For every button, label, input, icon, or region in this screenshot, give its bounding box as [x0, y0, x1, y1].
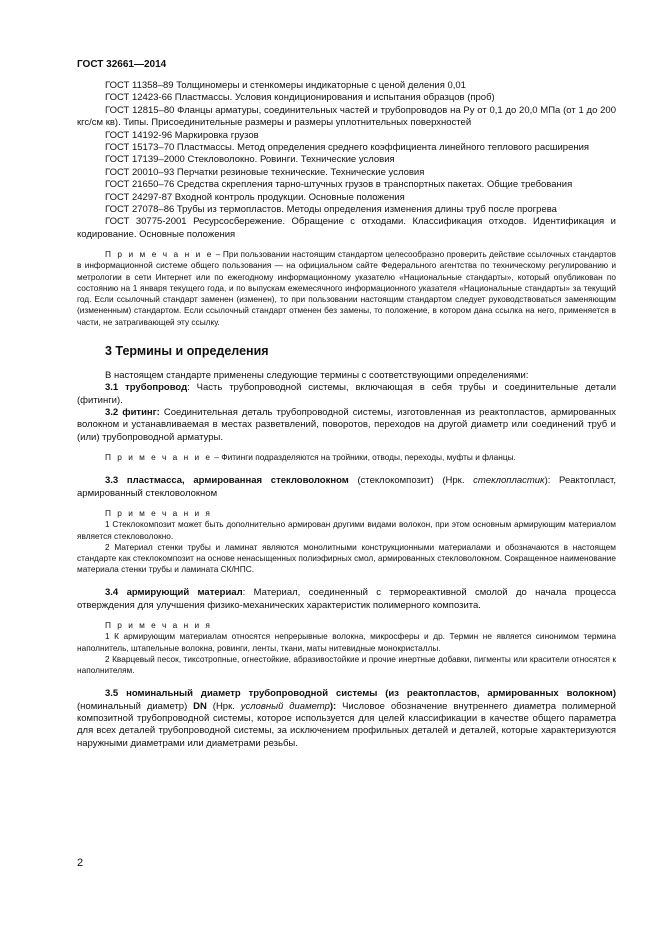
- standard-item: ГОСТ 21650–76 Средства скрепления тарно-штучных грузов в транспортных пакетах. Общие требования: [105, 179, 573, 191]
- notes-label-text: П р и м е ч а н и я: [105, 620, 212, 631]
- document-header: ГОСТ 32661—2014: [77, 59, 167, 70]
- note-item: 1 Стеклокомпозит может быть дополнительно армирован другими видами волокон, при этом основным армирующим материалом является стекловолокно.: [77, 519, 616, 541]
- deprecated-term: условный диаметр: [240, 700, 330, 712]
- notes-label-text: П р и м е ч а н и я: [105, 508, 212, 519]
- deprecated-term: стеклопластик: [473, 475, 545, 487]
- note-item: 2 Материал стенки трубы и ламинат являются монолитными конструкционными материалами и обозначаются в настоящем стандарте как стеклокомпозит на основе ненасыщенных полиэфирных смол, армированных стекловолокном. Сокращенное наименование материала стенки трубы и ламината СК/НПС.: [77, 541, 616, 575]
- term-name: 3.2 фитинг:: [105, 406, 160, 418]
- standard-item: ГОСТ 14192-96 Маркировка грузов: [105, 129, 259, 141]
- term-definition: Соединительная деталь трубопроводной системы, изготовленная из реактопластов, армированных волокном и устанавливаемая в местах разветвлений, поворотов, переходов на другой диаметр или соединений труб и (или) трубопроводной арматуры.: [77, 406, 616, 443]
- standard-item: ГОСТ 12815–80 Фланцы арматуры, соединительных частей и трубопроводов на Py от 0,1 до 20,0 МПа (от 1 до 200 кгс/см кв). Типы. Присоединительные размеры и размеры уплотнительных поверхностей: [77, 104, 616, 129]
- standard-item: ГОСТ 11358–89 Толщиномеры и стенкомеры индикаторные с ценой деления 0,01: [105, 80, 466, 91]
- term-definition: ): Реактопласт, армированный стекловолокном: [77, 475, 616, 499]
- note-text: – При пользовании настоящим стандартом целесообразно проверить действие ссылочных стандартов в информационной системе общего пользования — на официальном сайте Федерального агентства по техническому регулированию и метрологии в сети Интернет или по ежегодному информационному указателю «Национальные стандарты», который опубликован по состоянию на 1 января текущего года, и по выпускам ежемесячного информационного указателя «Национальные стандарты» за текущий год. Если ссылочный стандарт заменен (изменен), то при пользовании настоящим стандартом следует руководствоваться заменяющим (измененным) стандартом. Если ссылочный стандарт отменен без замены, то положение, в котором дана ссылка на него, применяется в части, не затрагивающей эту ссылку.: [77, 249, 617, 327]
- note-label: П р и м е ч а н и е: [105, 452, 213, 463]
- term-definition: Числовое обозначение внутреннего диаметра полимерной композитной трубопроводной системы, которое используется для целей классификации в качестве общего параметра для всех деталей трубопроводной системы, за исключением профильных деталей и деталей, которые характеризуются наружными диаметрами или диаметрами резьбы.: [77, 700, 616, 749]
- term-punct: ):: [329, 700, 337, 712]
- term-definition: : Часть трубопроводной системы, включающая в себя трубы и соединительные детали (фитинги).: [77, 382, 616, 406]
- standard-item: ГОСТ 15173–70 Пластмассы. Метод определения среднего коэффициента линейного теплового расширения: [105, 142, 590, 154]
- term-definition: (стеклокомпозит) (Нрк.: [348, 475, 474, 487]
- standard-item: ГОСТ 27078–86 Трубы из термопластов. Методы определения изменения длины труб после прогрева: [105, 204, 557, 216]
- page-number: 2: [77, 857, 84, 869]
- standard-item: ГОСТ 30775-2001 Ресурсосбережение. Обращение с отходами. Классификация отходов. Идентификация и кодирование. Основные положения: [77, 216, 616, 240]
- notes-label: [77, 620, 616, 631]
- term-name: 3.5 номинальный диаметр трубопроводной системы (из реактопластов, армированных волокном): [105, 688, 616, 700]
- term-3-2: [77, 407, 616, 444]
- term-3-2-note: [77, 452, 616, 463]
- term-name: 3.4 армирующий материал: [105, 587, 243, 599]
- term-name: 3.3 пластмасса, армированная стекловолокном: [105, 475, 349, 487]
- references-note: [77, 249, 616, 327]
- notes-label: [77, 508, 616, 519]
- standard-item: ГОСТ 20010–93 Перчатки резиновые технические. Технические условия: [105, 166, 425, 178]
- term-3-5: [77, 688, 616, 750]
- note-item: 1 К армирующим материалам относятся непрерывные волокна, микросферы и др. Термин не является синонимом термина наполнитель, штапельные волокна, ровинги, ленты, ткани, маты нитевидные монокристаллы.: [77, 631, 616, 653]
- section-intro: В настоящем стандарте применены следующие термины с соответствующими определениями:: [105, 369, 529, 381]
- term-3-1: [77, 382, 616, 407]
- note-item: 2 Кварцевый песок, тиксотропные, огнестойкие, абразивостойкие и прочие инертные добавки, пигменты или красители относятся к наполнителям.: [77, 653, 616, 675]
- term-name: 3.1 трубопровод: [105, 382, 188, 394]
- term-3-3: [77, 475, 616, 500]
- note-text: – Фитинги подразделяются на тройники, отводы, переходы, муфты и фланцы.: [212, 452, 516, 463]
- term-definition: : Материал, соединенный с термореактивной смолой до начала процесса отверждения для улучшения физико-механических характеристик полимерного композита.: [77, 587, 617, 611]
- section-title: 3 Термины и определения: [105, 343, 269, 358]
- term-symbol: DN: [193, 700, 207, 712]
- standard-item: ГОСТ 12423-66 Пластмассы. Условия кондиционирования и испытания образцов (проб): [105, 92, 495, 104]
- standard-item: ГОСТ 24297-87 Входной контроль продукции. Основные положения: [105, 191, 405, 203]
- note-label: П р и м е ч а н и е: [105, 249, 214, 260]
- standards-list: [77, 80, 616, 241]
- term-definition: (номинальный диаметр): [77, 700, 194, 712]
- page-content: [77, 80, 616, 750]
- term-definition: (Нрк.: [206, 700, 241, 712]
- standard-item: ГОСТ 17139–2000 Стекловолокно. Ровинги. Технические условия: [105, 154, 395, 166]
- term-3-4: [77, 587, 616, 612]
